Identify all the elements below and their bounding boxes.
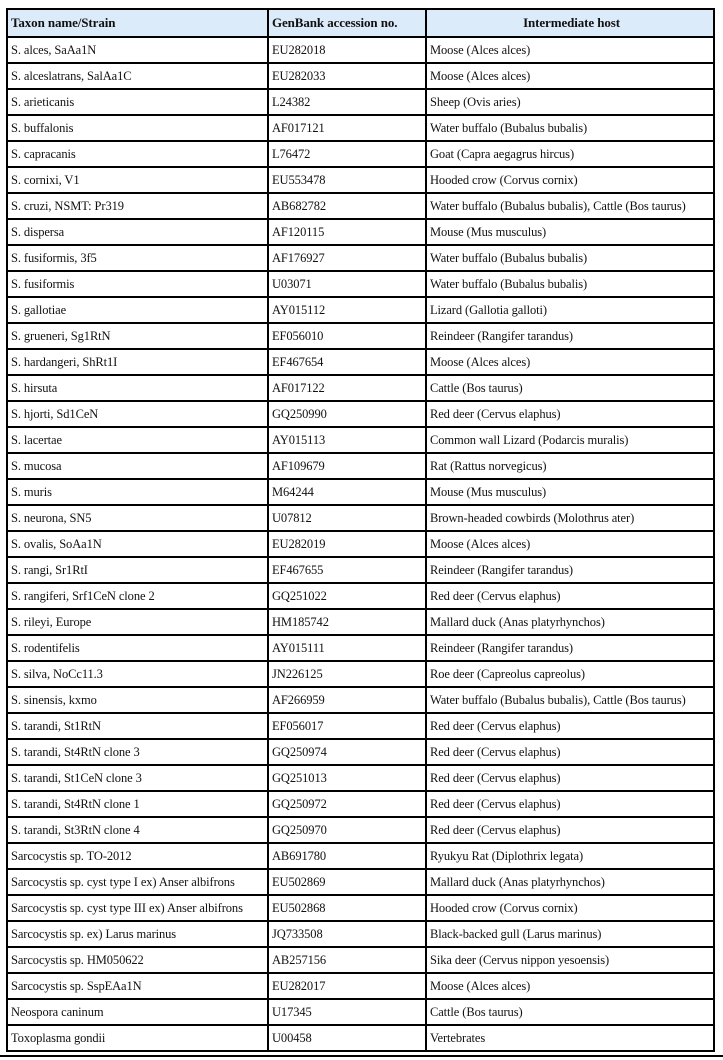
cell-accession: GQ250972 <box>268 791 426 817</box>
cell-accession: EF467654 <box>268 349 426 375</box>
table-row <box>7 895 714 921</box>
cell-host: Moose (Alces alces) <box>426 349 714 375</box>
cell-taxon: S. rileyi, Europe <box>7 609 268 635</box>
table-row <box>7 323 714 349</box>
cell-accession: EU502869 <box>268 869 426 895</box>
cell-host: Hooded crow (Corvus cornix) <box>426 895 714 921</box>
cell-taxon: S. tarandi, St1CeN clone 3 <box>7 765 268 791</box>
cell-accession: AF266959 <box>268 687 426 713</box>
cell-host: Ryukyu Rat (Diplothrix legata) <box>426 843 714 869</box>
cell-taxon: S. ovalis, SoAa1N <box>7 531 268 557</box>
cell-host: Moose (Alces alces) <box>426 973 714 999</box>
cell-host: Water buffalo (Bubalus bubalis), Cattle (Bos taurus) <box>426 193 714 219</box>
cell-taxon: S. cruzi, NSMT: Pr319 <box>7 193 268 219</box>
cell-accession: GQ250974 <box>268 739 426 765</box>
cell-taxon: Sarcocystis sp. ex) Larus marinus <box>7 921 268 947</box>
table-row <box>7 37 714 63</box>
cell-taxon: S. mucosa <box>7 453 268 479</box>
cell-accession: U03071 <box>268 271 426 297</box>
cell-taxon: S. fusiformis, 3f5 <box>7 245 268 271</box>
table-row <box>7 947 714 973</box>
table-row <box>7 739 714 765</box>
cell-host: Sika deer (Cervus nippon yesoensis) <box>426 947 714 973</box>
cell-host: Moose (Alces alces) <box>426 531 714 557</box>
cell-taxon: Sarcocystis sp. cyst type I ex) Anser albifrons <box>7 869 268 895</box>
cell-host: Sheep (Ovis aries) <box>426 89 714 115</box>
cell-host: Red deer (Cervus elaphus) <box>426 739 714 765</box>
table-row <box>7 505 714 531</box>
cell-host: Rat (Rattus norvegicus) <box>426 453 714 479</box>
header-taxon: Taxon name/Strain <box>7 9 268 37</box>
cell-accession: AY015112 <box>268 297 426 323</box>
cell-host: Water buffalo (Bubalus bubalis) <box>426 245 714 271</box>
cell-host: Red deer (Cervus elaphus) <box>426 401 714 427</box>
cell-accession: EF056017 <box>268 713 426 739</box>
cell-taxon: S. gallotiae <box>7 297 268 323</box>
cell-accession: L76472 <box>268 141 426 167</box>
cell-taxon: Neospora caninum <box>7 999 268 1025</box>
cell-accession: EU282018 <box>268 37 426 63</box>
cell-accession: EF056010 <box>268 323 426 349</box>
cell-taxon: S. tarandi, St4RtN clone 1 <box>7 791 268 817</box>
cell-host: Roe deer (Capreolus capreolus) <box>426 661 714 687</box>
cell-taxon: S. hjorti, Sd1CeN <box>7 401 268 427</box>
cell-host: Water buffalo (Bubalus bubalis), Cattle (Bos taurus) <box>426 687 714 713</box>
cell-taxon: S. tarandi, St3RtN clone 4 <box>7 817 268 843</box>
table-row <box>7 349 714 375</box>
table-row <box>7 921 714 947</box>
cell-host: Reindeer (Rangifer tarandus) <box>426 323 714 349</box>
cell-taxon: S. silva, NoCc11.3 <box>7 661 268 687</box>
cell-taxon: S. cornixi, V1 <box>7 167 268 193</box>
cell-accession: EU282033 <box>268 63 426 89</box>
header-row <box>7 9 714 37</box>
table-row <box>7 687 714 713</box>
table-body <box>7 37 714 1051</box>
cell-taxon: S. grueneri, Sg1RtN <box>7 323 268 349</box>
table-row <box>7 531 714 557</box>
cell-host: Water buffalo (Bubalus bubalis) <box>426 271 714 297</box>
sequence-table-container <box>6 8 713 1052</box>
cell-taxon: Toxoplasma gondii <box>7 1025 268 1051</box>
table-row <box>7 245 714 271</box>
cell-host: Red deer (Cervus elaphus) <box>426 583 714 609</box>
cell-host: Hooded crow (Corvus cornix) <box>426 167 714 193</box>
cell-taxon: S. sinensis, kxmo <box>7 687 268 713</box>
cell-taxon: Sarcocystis sp. cyst type III ex) Anser albifrons <box>7 895 268 921</box>
cell-taxon: S. hirsuta <box>7 375 268 401</box>
cell-accession: AB682782 <box>268 193 426 219</box>
sequence-table <box>6 8 715 1052</box>
cell-accession: GQ251022 <box>268 583 426 609</box>
cell-taxon: S. arieticanis <box>7 89 268 115</box>
header-genbank: GenBank accession no. <box>268 9 426 37</box>
cell-host: Black-backed gull (Larus marinus) <box>426 921 714 947</box>
cell-accession: JQ733508 <box>268 921 426 947</box>
table-row <box>7 713 714 739</box>
table-row <box>7 427 714 453</box>
header-host: Intermediate host <box>426 9 714 37</box>
table-row <box>7 63 714 89</box>
cell-host: Red deer (Cervus elaphus) <box>426 791 714 817</box>
cell-taxon: S. rodentifelis <box>7 635 268 661</box>
cell-accession: AF109679 <box>268 453 426 479</box>
table-row <box>7 375 714 401</box>
cell-host: Red deer (Cervus elaphus) <box>426 765 714 791</box>
table-row <box>7 297 714 323</box>
cell-host: Red deer (Cervus elaphus) <box>426 713 714 739</box>
cell-taxon: S. tarandi, St4RtN clone 3 <box>7 739 268 765</box>
cell-host: Water buffalo (Bubalus bubalis) <box>426 115 714 141</box>
table-row <box>7 973 714 999</box>
cell-host: Moose (Alces alces) <box>426 63 714 89</box>
cell-accession: AB691780 <box>268 843 426 869</box>
cell-accession: AY015111 <box>268 635 426 661</box>
cell-taxon: S. dispersa <box>7 219 268 245</box>
cell-taxon: S. lacertae <box>7 427 268 453</box>
table-row <box>7 401 714 427</box>
cell-accession: HM185742 <box>268 609 426 635</box>
cell-host: Mouse (Mus musculus) <box>426 219 714 245</box>
table-row <box>7 661 714 687</box>
table-row <box>7 271 714 297</box>
cell-host: Brown-headed cowbirds (Molothrus ater) <box>426 505 714 531</box>
cell-accession: EU282017 <box>268 973 426 999</box>
cell-accession: AY015113 <box>268 427 426 453</box>
table-row <box>7 141 714 167</box>
table-row <box>7 557 714 583</box>
table-row <box>7 453 714 479</box>
cell-accession: JN226125 <box>268 661 426 687</box>
table-row <box>7 635 714 661</box>
cell-taxon: S. rangiferi, Srf1CeN clone 2 <box>7 583 268 609</box>
table-row <box>7 583 714 609</box>
cell-taxon: S. hardangeri, ShRt1I <box>7 349 268 375</box>
cell-accession: U07812 <box>268 505 426 531</box>
cell-accession: AF017122 <box>268 375 426 401</box>
table-row <box>7 817 714 843</box>
cell-taxon: S. buffalonis <box>7 115 268 141</box>
table-row <box>7 1025 714 1051</box>
cell-host: Cattle (Bos taurus) <box>426 999 714 1025</box>
table-row <box>7 193 714 219</box>
cell-taxon: S. tarandi, St1RtN <box>7 713 268 739</box>
cell-host: Reindeer (Rangifer tarandus) <box>426 557 714 583</box>
cell-host: Cattle (Bos taurus) <box>426 375 714 401</box>
cell-accession: AF017121 <box>268 115 426 141</box>
cell-taxon: Sarcocystis sp. HM050622 <box>7 947 268 973</box>
table-row <box>7 791 714 817</box>
cell-accession: EF467655 <box>268 557 426 583</box>
cell-host: Vertebrates <box>426 1025 714 1051</box>
table-row <box>7 115 714 141</box>
cell-accession: AF120115 <box>268 219 426 245</box>
cell-taxon: S. fusiformis <box>7 271 268 297</box>
cell-taxon: S. capracanis <box>7 141 268 167</box>
cell-taxon: S. alces, SaAa1N <box>7 37 268 63</box>
cell-accession: L24382 <box>268 89 426 115</box>
cell-host: Moose (Alces alces) <box>426 37 714 63</box>
cell-host: Mouse (Mus musculus) <box>426 479 714 505</box>
bottom-rule <box>0 1055 723 1057</box>
table-row <box>7 999 714 1025</box>
table-row <box>7 869 714 895</box>
table-row <box>7 479 714 505</box>
cell-host: Red deer (Cervus elaphus) <box>426 817 714 843</box>
cell-taxon: S. rangi, Sr1RtI <box>7 557 268 583</box>
table-row <box>7 89 714 115</box>
cell-host: Common wall Lizard (Podarcis muralis) <box>426 427 714 453</box>
table-row <box>7 167 714 193</box>
cell-accession: U17345 <box>268 999 426 1025</box>
table-row <box>7 765 714 791</box>
cell-taxon: Sarcocystis sp. TO-2012 <box>7 843 268 869</box>
cell-taxon: S. neurona, SN5 <box>7 505 268 531</box>
table-row <box>7 609 714 635</box>
cell-accession: EU282019 <box>268 531 426 557</box>
table-header <box>7 9 714 37</box>
cell-accession: EU553478 <box>268 167 426 193</box>
cell-host: Lizard (Gallotia galloti) <box>426 297 714 323</box>
cell-accession: GQ250970 <box>268 817 426 843</box>
cell-accession: GQ250990 <box>268 401 426 427</box>
cell-host: Reindeer (Rangifer tarandus) <box>426 635 714 661</box>
table-row <box>7 219 714 245</box>
cell-accession: GQ251013 <box>268 765 426 791</box>
cell-taxon: Sarcocystis sp. SspEAa1N <box>7 973 268 999</box>
cell-accession: U00458 <box>268 1025 426 1051</box>
cell-taxon: S. muris <box>7 479 268 505</box>
cell-accession: AF176927 <box>268 245 426 271</box>
cell-taxon: S. alceslatrans, SalAa1C <box>7 63 268 89</box>
cell-accession: M64244 <box>268 479 426 505</box>
table-row <box>7 843 714 869</box>
cell-accession: EU502868 <box>268 895 426 921</box>
cell-host: Mallard duck (Anas platyrhynchos) <box>426 869 714 895</box>
cell-accession: AB257156 <box>268 947 426 973</box>
cell-host: Mallard duck (Anas platyrhynchos) <box>426 609 714 635</box>
cell-host: Goat (Capra aegagrus hircus) <box>426 141 714 167</box>
